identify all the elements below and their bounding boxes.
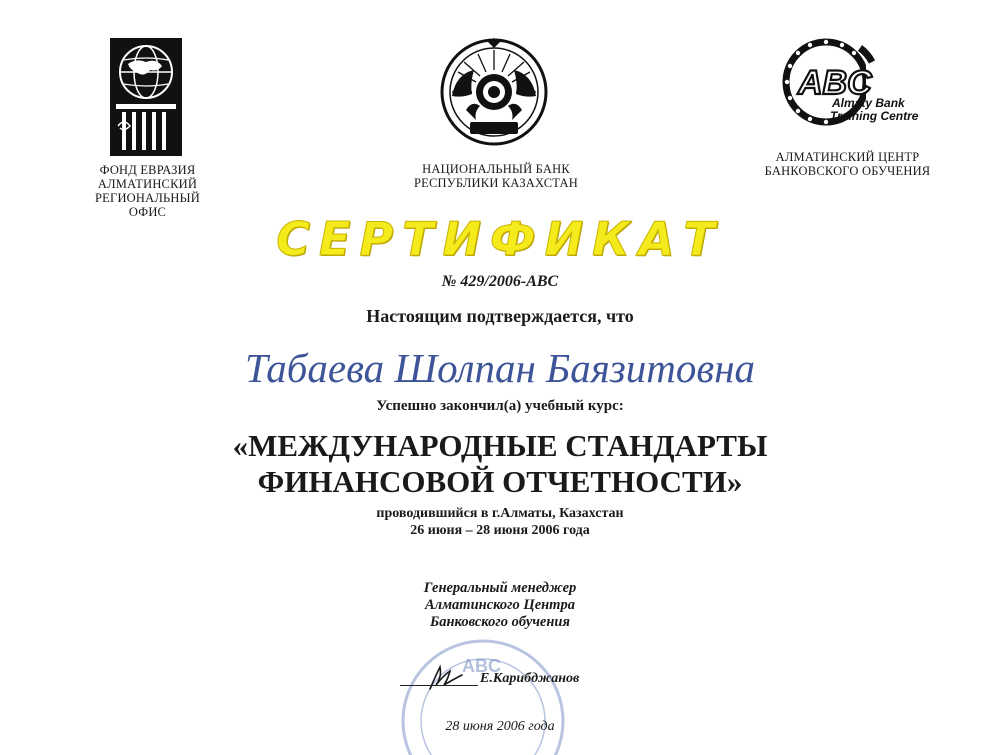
course-title-line1: «МЕЖДУНАРОДНЫЕ СТАНДАРТЫ [232, 428, 768, 463]
recipient-name: Табаева Шолпан Баязитовна [244, 345, 756, 391]
course-location: проводившийся в г.Алматы, Казахстан [376, 506, 624, 521]
signature-line [400, 685, 478, 686]
certificate-title: СЕРТИФИКАТ [276, 212, 724, 266]
eurasia-caption-line3: ОФИС [128, 205, 167, 219]
national-bank-caption [385, 162, 607, 190]
national-bank-caption-line1: НАЦИОНАЛЬНЫЙ БАНК [422, 162, 570, 176]
course-details [0, 505, 1000, 539]
abc-training-centre-logo [782, 34, 922, 130]
kazakhstan-emblem [438, 36, 550, 146]
abc-logo-text: ABC [798, 64, 872, 102]
course-title-line2: ФИНАНСОВОЙ ОТЧЕТНОСТИ» [257, 464, 743, 499]
signer-title-line1: Генеральный менеджер [423, 580, 577, 596]
abc-logo-subtitle-2: Training Centre [830, 109, 919, 123]
signer-name: Е.Карибджанов [480, 671, 580, 686]
course-title [0, 428, 1000, 500]
issue-date: 28 июня 2006 года [445, 719, 555, 734]
course-dates: 26 июня – 28 июня 2006 года [410, 523, 590, 538]
eurasia-caption-line2: АЛМАТИНСКИЙ РЕГИОНАЛЬНЫЙ [95, 177, 200, 205]
eurasia-foundation-caption [50, 163, 245, 219]
eurasia-caption-line1: ФОНД ЕВРАЗИЯ [99, 163, 196, 177]
completion-text: Успешно закончил(а) учебный курс: [376, 398, 624, 414]
abc-caption-line2: БАНКОВСКОГО ОБУЧЕНИЯ [764, 164, 931, 178]
signer-title [320, 580, 680, 631]
handwritten-signature [400, 657, 490, 697]
certificate-number: № 429/2006-ABC [441, 273, 559, 290]
eurasia-foundation-logo [110, 38, 182, 156]
signer-title-line3: Банковского обучения [430, 614, 570, 630]
confirmation-text: Настоящим подтверждается, что [366, 306, 634, 326]
abc-centre-caption [745, 150, 950, 178]
stamp-text: ABC [462, 656, 501, 676]
abc-logo-subtitle-1: Almaty Bank [832, 96, 905, 110]
signer-title-line2: Алматинского Центра [425, 597, 575, 613]
national-bank-caption-line2: РЕСПУБЛИКИ КАЗАХСТАН [414, 176, 578, 190]
abc-caption-line1: АЛМАТИНСКИЙ ЦЕНТР [775, 150, 920, 164]
